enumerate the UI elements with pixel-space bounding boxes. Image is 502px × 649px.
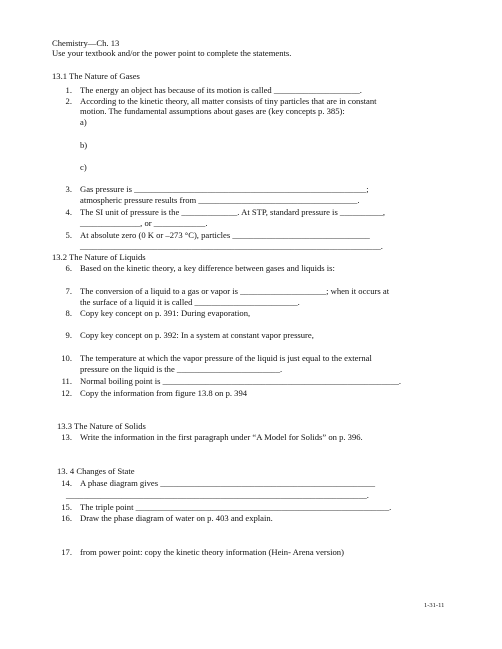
question-text: The energy an object has because of its motion is called ____________________. bbox=[80, 85, 362, 95]
question-text: The temperature at which the vapor pressure of the liquid is just equal to the external bbox=[80, 353, 372, 363]
question-number: 7. bbox=[65, 286, 72, 296]
question-number: 8. bbox=[65, 308, 72, 318]
question-text: motion. The fundamental assumptions about gases are (key concepts p. 385): bbox=[80, 106, 345, 116]
question-text: According to the kinetic theory, all matter consists of tiny particles that are in constant bbox=[80, 96, 377, 106]
question-number: 5. bbox=[65, 230, 72, 240]
question-number: 10. bbox=[61, 353, 72, 363]
sub-item-label: b) bbox=[80, 140, 88, 150]
question-text: the surface of a liquid it is called ________________________. bbox=[80, 297, 300, 307]
question-number: 14. bbox=[61, 478, 72, 488]
question-number: 16. bbox=[61, 513, 72, 523]
sub-item-label: c) bbox=[80, 162, 87, 172]
question-number: 9. bbox=[65, 330, 72, 340]
instructions: Use your textbook and/or the power point to complete the statements. bbox=[52, 48, 292, 58]
question-text: from power point: copy the kinetic theory information (Hein- Arena version) bbox=[80, 547, 344, 557]
question-text: atmospheric pressure results from _____________________________________. bbox=[80, 195, 360, 205]
question-text: Copy key concept on p. 392: In a system at constant vapor pressure, bbox=[80, 330, 314, 340]
footer-date: 1-31-11 bbox=[424, 602, 445, 609]
question-text: Copy the information from figure 13.8 on p. 394 bbox=[80, 388, 248, 398]
question-text: ______________________________________________________________________. bbox=[80, 241, 383, 251]
question-number: 12. bbox=[61, 388, 72, 398]
question-number: 11. bbox=[61, 376, 72, 386]
section-heading-13-3: 13.3 The Nature of Solids bbox=[57, 421, 146, 431]
question-number: 1. bbox=[65, 85, 72, 95]
section-heading-13-4: 13. 4 Changes of State bbox=[57, 466, 135, 476]
question-text: The triple point ___________________________________________________________. bbox=[80, 502, 392, 512]
question-number: 4. bbox=[65, 207, 72, 217]
question-text: Normal boiling point is _______________________________________________________. bbox=[80, 376, 402, 386]
question-number: 2. bbox=[65, 96, 72, 106]
sub-item-label: a) bbox=[80, 117, 87, 127]
question-text: Draw the phase diagram of water on p. 403 and explain. bbox=[80, 513, 273, 523]
section-heading-13-1: 13.1 The Nature of Gases bbox=[52, 71, 140, 81]
page-title: Chemistry—Ch. 13 bbox=[52, 38, 120, 48]
question-text: Based on the kinetic theory, a key difference between gases and liquids is: bbox=[80, 263, 335, 273]
question-number: 6. bbox=[65, 263, 72, 273]
question-number: 3. bbox=[65, 184, 72, 194]
question-number: 15. bbox=[61, 502, 72, 512]
question-text: At absolute zero (0 K or –273 °C), particles ________________________________ bbox=[80, 230, 370, 240]
question-text: The SI unit of pressure is the _____________. At STP, standard pressure is __________, bbox=[80, 207, 386, 217]
question-text: Write the information in the first paragraph under “A Model for Solids” on p. 396. bbox=[80, 432, 363, 442]
question-number: 13. bbox=[61, 432, 72, 442]
question-text: A phase diagram gives __________________________________________________ bbox=[80, 478, 376, 488]
question-text: Copy key concept on p. 391: During evaporation, bbox=[80, 308, 251, 318]
question-text: ______________, or ____________. bbox=[80, 218, 208, 228]
question-text: ______________________________________________________________________. bbox=[66, 490, 369, 500]
question-text: The conversion of a liquid to a gas or vapor is ____________________; when it occurs at bbox=[80, 286, 390, 296]
question-text: Gas pressure is ______________________________________________________; bbox=[80, 184, 369, 194]
question-text: pressure on the liquid is the ________________________. bbox=[80, 364, 283, 374]
question-number: 17. bbox=[61, 547, 72, 557]
section-heading-13-2: 13.2 The Nature of Liquids bbox=[52, 252, 146, 262]
